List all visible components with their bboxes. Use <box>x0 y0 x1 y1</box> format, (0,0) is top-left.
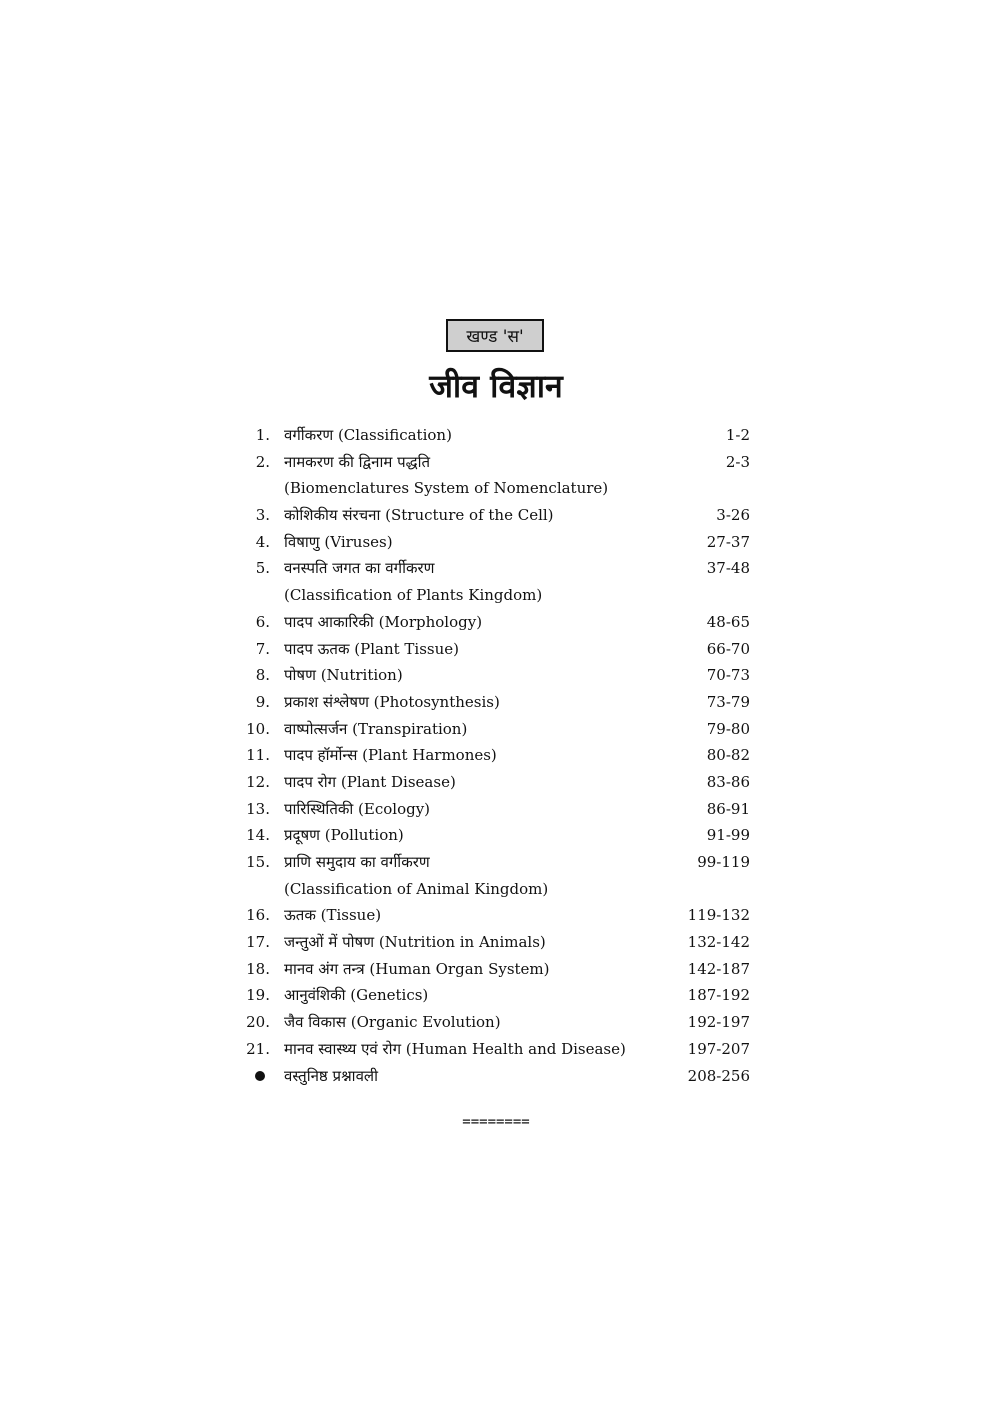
end-divider: ======== <box>462 1114 530 1130</box>
toc-number: 10. <box>246 719 270 738</box>
toc-row <box>240 982 760 1009</box>
toc-row <box>240 742 760 769</box>
toc-row <box>240 929 760 956</box>
toc-pages: 91-99 <box>706 826 750 845</box>
toc-pages: 48-65 <box>706 612 750 631</box>
toc-number: 21. <box>246 1039 270 1058</box>
toc-title: मानव अंग तन्त्र (Human Organ System) <box>284 959 550 978</box>
toc-title: आनुवंशिकी (Genetics) <box>284 986 429 1005</box>
toc-row <box>240 902 760 929</box>
toc-title: (Biomenclatures System of Nomenclature) <box>284 479 609 498</box>
toc-number: 14. <box>246 826 270 845</box>
toc-pages: 80-82 <box>706 746 750 765</box>
toc-pages: 70-73 <box>706 666 750 685</box>
toc-row <box>240 662 760 689</box>
toc-number: 8. <box>255 666 270 685</box>
toc-title: विषाणु (Viruses) <box>284 532 393 551</box>
toc-row <box>240 1036 760 1063</box>
toc-title: पादप ऊतक (Plant Tissue) <box>284 639 460 658</box>
toc-number: 11. <box>246 746 270 765</box>
toc-pages: 119-132 <box>687 906 750 925</box>
toc-number: 6. <box>255 612 270 631</box>
toc-row <box>240 609 760 636</box>
toc-row <box>240 796 760 823</box>
toc-title: जन्तुओं में पोषण (Nutrition in Animals) <box>284 933 546 952</box>
section-label: खण्ड 'स' <box>446 319 544 352</box>
toc-row <box>240 475 760 502</box>
toc-pages: 187-192 <box>687 986 750 1005</box>
toc-number: 3. <box>255 506 270 525</box>
toc-pages: 86-91 <box>706 799 750 818</box>
toc-pages: 83-86 <box>706 772 750 791</box>
toc-pages: 142-187 <box>687 959 750 978</box>
toc-number: 17. <box>246 933 270 952</box>
toc-title: पारिस्थितिकी (Ecology) <box>284 799 431 818</box>
toc-row <box>240 449 760 476</box>
toc-title: मानव स्वास्थ्य एवं रोग (Human Health and Disease) <box>284 1039 626 1058</box>
table-of-contents <box>240 422 760 1089</box>
toc-pages: 1-2 <box>725 426 750 444</box>
toc-title: कोशिकीय संरचना (Structure of the Cell) <box>284 506 554 525</box>
toc-pages: 3-26 <box>716 506 750 525</box>
toc-number: 12. <box>246 772 270 791</box>
bullet-icon <box>255 1071 265 1081</box>
toc-row <box>240 636 760 663</box>
toc-title: वनस्पति जगत का वर्गीकरण <box>284 559 435 578</box>
toc-row <box>240 822 760 849</box>
toc-pages: 132-142 <box>687 933 750 952</box>
toc-pages: 66-70 <box>706 639 750 658</box>
toc-title: पादप रोग (Plant Disease) <box>284 772 456 791</box>
toc-row <box>240 555 760 582</box>
toc-title: वस्तुनिष्ठ प्रश्नावली <box>284 1066 378 1085</box>
toc-pages: 79-80 <box>706 719 750 738</box>
toc-title: प्रकाश संश्लेषण (Photosynthesis) <box>284 692 500 711</box>
toc-title: पोषण (Nutrition) <box>284 666 403 685</box>
toc-number: 7. <box>255 639 270 658</box>
toc-number: 15. <box>246 853 270 871</box>
toc-title: (Classification of Animal Kingdom) <box>284 879 549 898</box>
toc-number: 18. <box>246 959 270 978</box>
toc-row <box>240 876 760 903</box>
toc-row <box>240 582 760 609</box>
toc-row <box>240 956 760 983</box>
toc-pages: 73-79 <box>706 692 750 711</box>
toc-title: जैव विकास (Organic Evolution) <box>284 1013 501 1032</box>
toc-pages: 99-119 <box>697 853 750 871</box>
toc-row <box>240 769 760 796</box>
toc-number: 16. <box>246 906 270 925</box>
page-title: जीव विज्ञान <box>429 367 563 405</box>
toc-title: वाष्पोत्सर्जन (Transpiration) <box>284 719 468 738</box>
toc-row <box>240 422 760 449</box>
toc-row <box>240 689 760 716</box>
toc-title: पादप हॉर्मोन्स (Plant Harmones) <box>284 746 497 765</box>
toc-row <box>240 1063 760 1090</box>
toc-number: 19. <box>246 986 270 1005</box>
toc-number: 13. <box>246 799 270 818</box>
toc-row <box>240 502 760 529</box>
toc-title: वर्गीकरण (Classification) <box>284 426 452 444</box>
toc-pages: 2-3 <box>725 452 750 471</box>
toc-title: प्राणि समुदाय का वर्गीकरण <box>284 853 430 871</box>
toc-title: ऊतक (Tissue) <box>284 906 382 925</box>
toc-number: 4. <box>255 532 270 551</box>
toc-row <box>240 716 760 743</box>
toc-title: (Classification of Plants Kingdom) <box>284 586 543 605</box>
toc-number: 1. <box>255 426 270 444</box>
toc-row <box>240 1009 760 1036</box>
toc-pages: 192-197 <box>687 1013 750 1032</box>
toc-title: पादप आकारिकी (Morphology) <box>284 612 483 631</box>
toc-pages: 37-48 <box>706 559 750 578</box>
toc-number: 5. <box>255 559 270 578</box>
toc-row <box>240 529 760 556</box>
toc-title: प्रदूषण (Pollution) <box>284 826 404 845</box>
toc-row <box>240 849 760 876</box>
toc-number: 9. <box>255 692 270 711</box>
toc-title: नामकरण की द्विनाम पद्धति <box>284 452 431 471</box>
toc-pages: 197-207 <box>687 1039 750 1058</box>
toc-pages: 27-37 <box>706 532 750 551</box>
toc-number: 20. <box>246 1013 270 1032</box>
toc-pages: 208-256 <box>687 1066 750 1085</box>
toc-number: 2. <box>255 452 270 471</box>
